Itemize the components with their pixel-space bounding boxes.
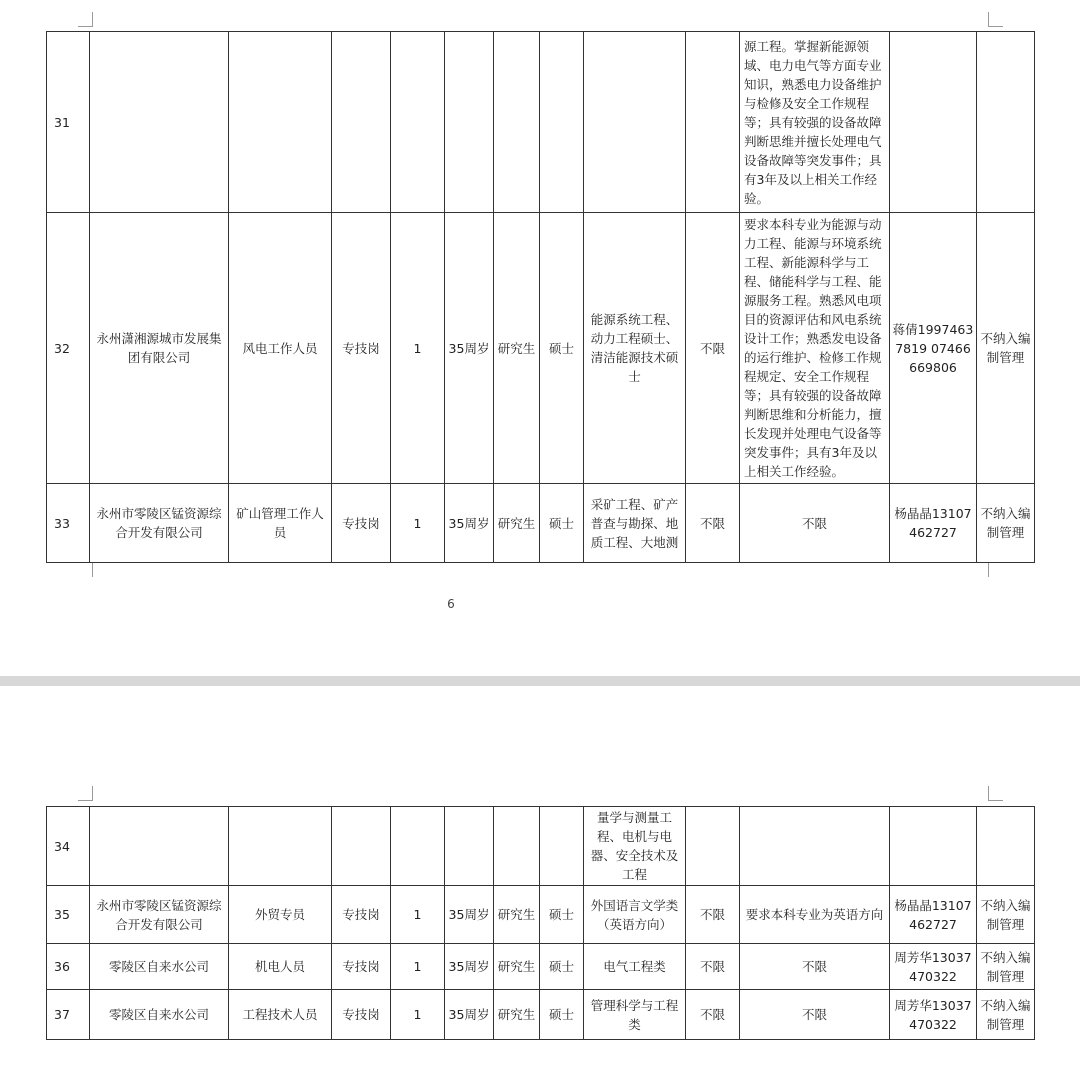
table-body-page-2 <box>47 807 1035 1040</box>
major-cell <box>584 32 686 213</box>
age-limit-cell: 35周岁 <box>445 213 494 484</box>
row-number: 31 <box>47 32 90 213</box>
education-cell <box>494 32 540 213</box>
post-type-cell: 专技岗 <box>332 944 391 990</box>
education-cell: 研究生 <box>494 213 540 484</box>
position-cell: 矿山管理工作人员 <box>229 484 332 563</box>
crop-mark-top-left <box>78 786 93 801</box>
row-number: 34 <box>47 807 90 886</box>
degree-cell: 硕士 <box>540 213 584 484</box>
headcount-cell: 1 <box>391 990 445 1040</box>
table-row <box>47 32 1035 213</box>
employer-cell: 永州潇湘源城市发展集团有限公司 <box>90 213 229 484</box>
other-requirement-cell: 不限 <box>686 886 740 944</box>
table-body-page-1 <box>47 32 1035 563</box>
degree-cell: 硕士 <box>540 944 584 990</box>
requirements-cell: 不限 <box>740 944 890 990</box>
table-row <box>47 990 1035 1040</box>
headcount-cell: 1 <box>391 886 445 944</box>
degree-cell: 硕士 <box>540 886 584 944</box>
headcount-cell: 1 <box>391 944 445 990</box>
requirements-cell: 不限 <box>740 484 890 563</box>
education-cell: 研究生 <box>494 944 540 990</box>
row-number: 33 <box>47 484 90 563</box>
major-cell: 采矿工程、矿产普查与勘探、地质工程、大地测 <box>584 484 686 563</box>
major-cell: 电气工程类 <box>584 944 686 990</box>
position-cell: 风电工作人员 <box>229 213 332 484</box>
position-cell <box>229 32 332 213</box>
staffing-note-cell <box>977 807 1035 886</box>
recruitment-table-page-2 <box>46 806 1035 1040</box>
staffing-note-cell: 不纳入编制管理 <box>977 484 1035 563</box>
contact-cell <box>890 32 977 213</box>
other-requirement-cell <box>686 32 740 213</box>
headcount-cell: 1 <box>391 213 445 484</box>
education-cell: 研究生 <box>494 484 540 563</box>
staffing-note-cell: 不纳入编制管理 <box>977 944 1035 990</box>
age-limit-cell: 35周岁 <box>445 886 494 944</box>
staffing-note-cell: 不纳入编制管理 <box>977 990 1035 1040</box>
contact-cell: 杨晶晶13107462727 <box>890 886 977 944</box>
table-row <box>47 807 1035 886</box>
post-type-cell: 专技岗 <box>332 990 391 1040</box>
requirements-cell: 要求本科专业为英语方向 <box>740 886 890 944</box>
crop-mark-top-right <box>988 12 1003 27</box>
page-separator <box>0 676 1080 686</box>
age-limit-cell: 35周岁 <box>445 990 494 1040</box>
position-cell: 机电人员 <box>229 944 332 990</box>
education-cell: 研究生 <box>494 886 540 944</box>
contact-cell: 周芳华13037470322 <box>890 990 977 1040</box>
crop-mark-bottom-left <box>78 562 93 577</box>
other-requirement-cell: 不限 <box>686 484 740 563</box>
table-row <box>47 213 1035 484</box>
employer-cell: 零陵区自来水公司 <box>90 990 229 1040</box>
row-number: 35 <box>47 886 90 944</box>
education-cell: 研究生 <box>494 990 540 1040</box>
crop-mark-top-left <box>78 12 93 27</box>
age-limit-cell: 35周岁 <box>445 944 494 990</box>
age-limit-cell <box>445 32 494 213</box>
major-cell: 量学与测量工程、电机与电器、安全技术及工程 <box>584 807 686 886</box>
major-cell: 能源系统工程、动力工程硕士、清洁能源技术硕士 <box>584 213 686 484</box>
requirements-cell: 不限 <box>740 990 890 1040</box>
employer-cell: 零陵区自来水公司 <box>90 944 229 990</box>
recruitment-table-page-1 <box>46 31 1035 563</box>
degree-cell: 硕士 <box>540 484 584 563</box>
document-page-2 <box>0 686 1080 1083</box>
degree-cell <box>540 807 584 886</box>
page-number: 6 <box>447 597 455 611</box>
staffing-note-cell: 不纳入编制管理 <box>977 213 1035 484</box>
post-type-cell: 专技岗 <box>332 886 391 944</box>
table-row <box>47 944 1035 990</box>
degree-cell <box>540 32 584 213</box>
position-cell <box>229 807 332 886</box>
table-row <box>47 484 1035 563</box>
requirements-cell: 源工程。掌握新能源领域、电力电气等方面专业知识，熟悉电力设备维护与检修及安全工作规程等；具有较强的设备故障判断思维并擅长处理电气设备故障等突发事件；具有3年及以上相关工作经验。 <box>740 32 890 213</box>
employer-cell: 永州市零陵区锰资源综合开发有限公司 <box>90 886 229 944</box>
degree-cell: 硕士 <box>540 990 584 1040</box>
position-cell: 外贸专员 <box>229 886 332 944</box>
major-cell: 外国语言文学类（英语方向） <box>584 886 686 944</box>
contact-cell: 杨晶晶13107462727 <box>890 484 977 563</box>
employer-cell <box>90 32 229 213</box>
age-limit-cell <box>445 807 494 886</box>
staffing-note-cell: 不纳入编制管理 <box>977 886 1035 944</box>
contact-cell <box>890 807 977 886</box>
table-row <box>47 886 1035 944</box>
other-requirement-cell: 不限 <box>686 213 740 484</box>
major-cell: 管理科学与工程类 <box>584 990 686 1040</box>
age-limit-cell: 35周岁 <box>445 484 494 563</box>
row-number: 32 <box>47 213 90 484</box>
post-type-cell: 专技岗 <box>332 213 391 484</box>
other-requirement-cell: 不限 <box>686 944 740 990</box>
headcount-cell <box>391 807 445 886</box>
position-cell: 工程技术人员 <box>229 990 332 1040</box>
other-requirement-cell: 不限 <box>686 990 740 1040</box>
contact-cell: 周芳华13037470322 <box>890 944 977 990</box>
requirements-cell: 要求本科专业为能源与动力工程、能源与环境系统工程、新能源科学与工程、储能科学与工程、能源服务工程。熟悉风电项目的资源评估和风电系统设计工作；熟悉发电设备的运行维护、检修工作规程规定、安全工作规程等；具有较强的设备故障判断思维和分析能力，擅长发现并处理电气设备等突发事件；具有3年及以上相关工作经验。 <box>740 213 890 484</box>
headcount-cell: 1 <box>391 484 445 563</box>
education-cell <box>494 807 540 886</box>
crop-mark-bottom-right <box>988 562 1003 577</box>
post-type-cell: 专技岗 <box>332 484 391 563</box>
staffing-note-cell <box>977 32 1035 213</box>
post-type-cell <box>332 32 391 213</box>
headcount-cell <box>391 32 445 213</box>
row-number: 37 <box>47 990 90 1040</box>
requirements-cell <box>740 807 890 886</box>
employer-cell: 永州市零陵区锰资源综合开发有限公司 <box>90 484 229 563</box>
row-number: 36 <box>47 944 90 990</box>
employer-cell <box>90 807 229 886</box>
crop-mark-top-right <box>988 786 1003 801</box>
post-type-cell <box>332 807 391 886</box>
contact-cell: 蒋倩19974637819 07466669806 <box>890 213 977 484</box>
other-requirement-cell <box>686 807 740 886</box>
